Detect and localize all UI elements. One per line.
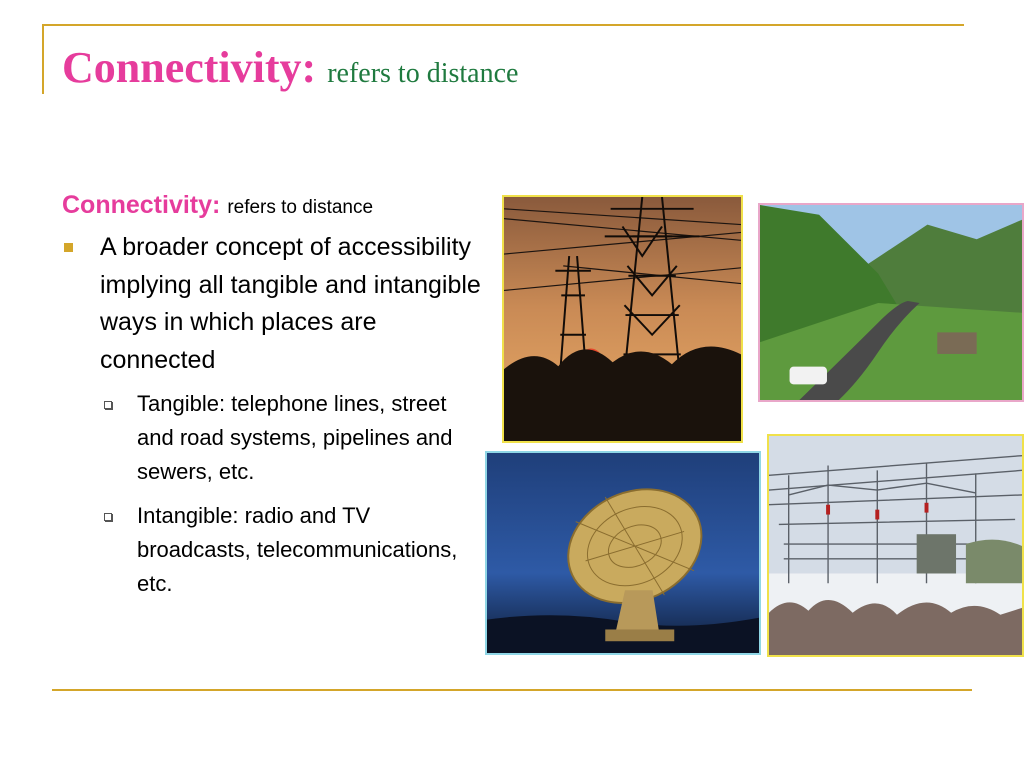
subheading xyxy=(62,188,482,225)
title-main: Connectivity: xyxy=(62,43,317,92)
subheading-sub: refers to distance xyxy=(227,197,374,218)
frame-bottom-line xyxy=(52,689,972,691)
frame-top-line xyxy=(42,24,964,26)
slide-title xyxy=(62,40,518,102)
square-bullet-icon xyxy=(64,243,73,252)
subheading-main: Connectivity: xyxy=(62,191,221,219)
hollow-square-bullet-icon xyxy=(104,401,112,409)
sub-bullet-text: Intangible: radio and TV broadcasts, telecommunications, etc. xyxy=(137,503,458,596)
satellite-dish-photo xyxy=(485,451,761,655)
sub-bullet-list xyxy=(62,387,482,601)
slide-body xyxy=(62,188,482,611)
mountain-road-photo xyxy=(758,203,1024,402)
electrical-substation-snow-photo xyxy=(767,434,1024,657)
frame-left-line xyxy=(42,24,44,94)
hollow-square-bullet-icon xyxy=(104,513,112,521)
sub-bullet-intangible xyxy=(62,499,482,601)
title-sub: refers to distance xyxy=(327,58,519,89)
sub-bullet-tangible xyxy=(62,387,482,489)
sub-bullet-text: Tangible: telephone lines, street and road systems, pipelines and sewers, etc. xyxy=(137,391,453,484)
bullet-main-text: A broader concept of accessibility implying all tangible and intangible ways in which places are connected xyxy=(100,233,481,374)
power-tower-sunset-photo xyxy=(502,195,743,443)
bullet-main xyxy=(62,229,482,379)
